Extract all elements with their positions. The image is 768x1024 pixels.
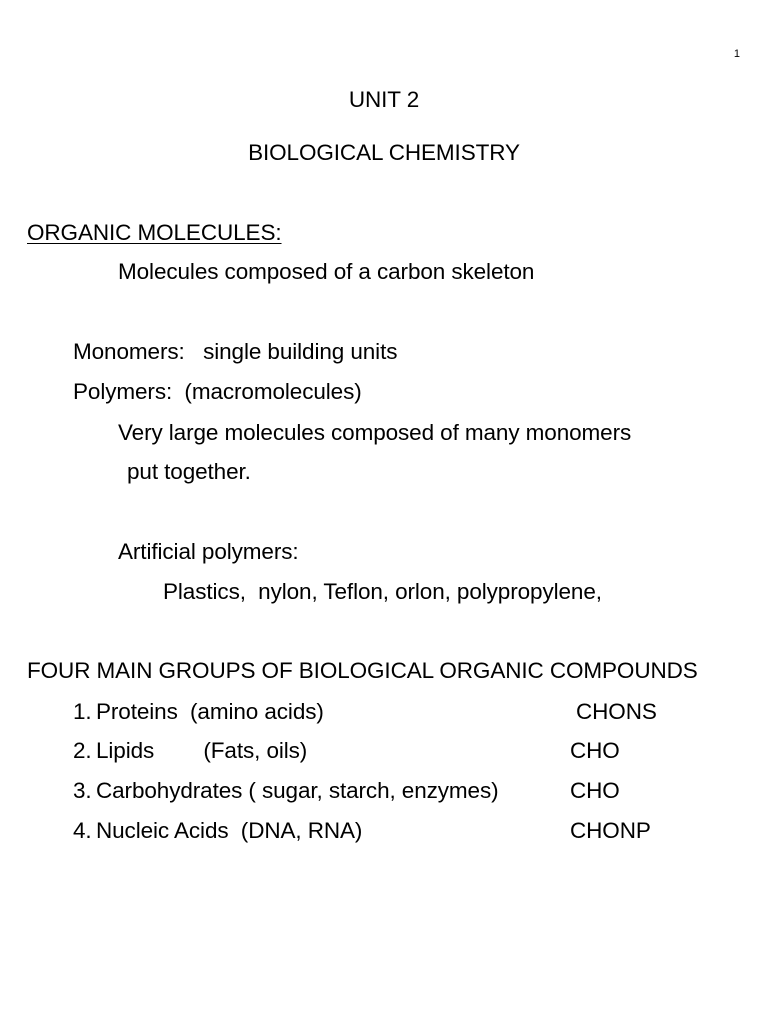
polymers-description-line2: put together. <box>127 459 251 484</box>
list-item-name: Proteins (amino acids) <box>96 699 324 724</box>
unit-title: UNIT 2 <box>348 87 420 112</box>
artificial-polymers-examples: Plastics, nylon, Teflon, orlon, polypropylene, <box>163 579 602 604</box>
list-item-elements: CHONS <box>576 699 657 724</box>
organic-molecules-heading: ORGANIC MOLECULES: <box>27 220 282 245</box>
subject-title: BIOLOGICAL CHEMISTRY <box>248 140 520 165</box>
list-item-elements: CHO <box>570 738 620 763</box>
list-item-number: 2. <box>73 738 92 763</box>
list-item-number: 3. <box>73 778 92 803</box>
monomers-line: Monomers: single building units <box>73 339 398 364</box>
list-item-name: Nucleic Acids (DNA, RNA) <box>96 818 363 843</box>
four-groups-heading: FOUR MAIN GROUPS OF BIOLOGICAL ORGANIC COMPOUNDS <box>27 658 698 683</box>
polymers-line: Polymers: (macromolecules) <box>73 379 362 404</box>
polymers-description-line1: Very large molecules composed of many monomers <box>118 420 632 445</box>
list-item-elements: CHONP <box>570 818 651 843</box>
list-item-name: Carbohydrates ( sugar, starch, enzymes) <box>96 778 499 803</box>
page-number: 1 <box>733 48 740 60</box>
artificial-polymers-label: Artificial polymers: <box>118 539 299 564</box>
organic-molecules-definition: Molecules composed of a carbon skeleton <box>118 259 535 284</box>
list-item-name: Lipids (Fats, oils) <box>96 738 308 763</box>
list-item-elements: CHO <box>570 778 620 803</box>
list-item-number: 1. <box>73 699 92 724</box>
list-item-number: 4. <box>73 818 92 843</box>
